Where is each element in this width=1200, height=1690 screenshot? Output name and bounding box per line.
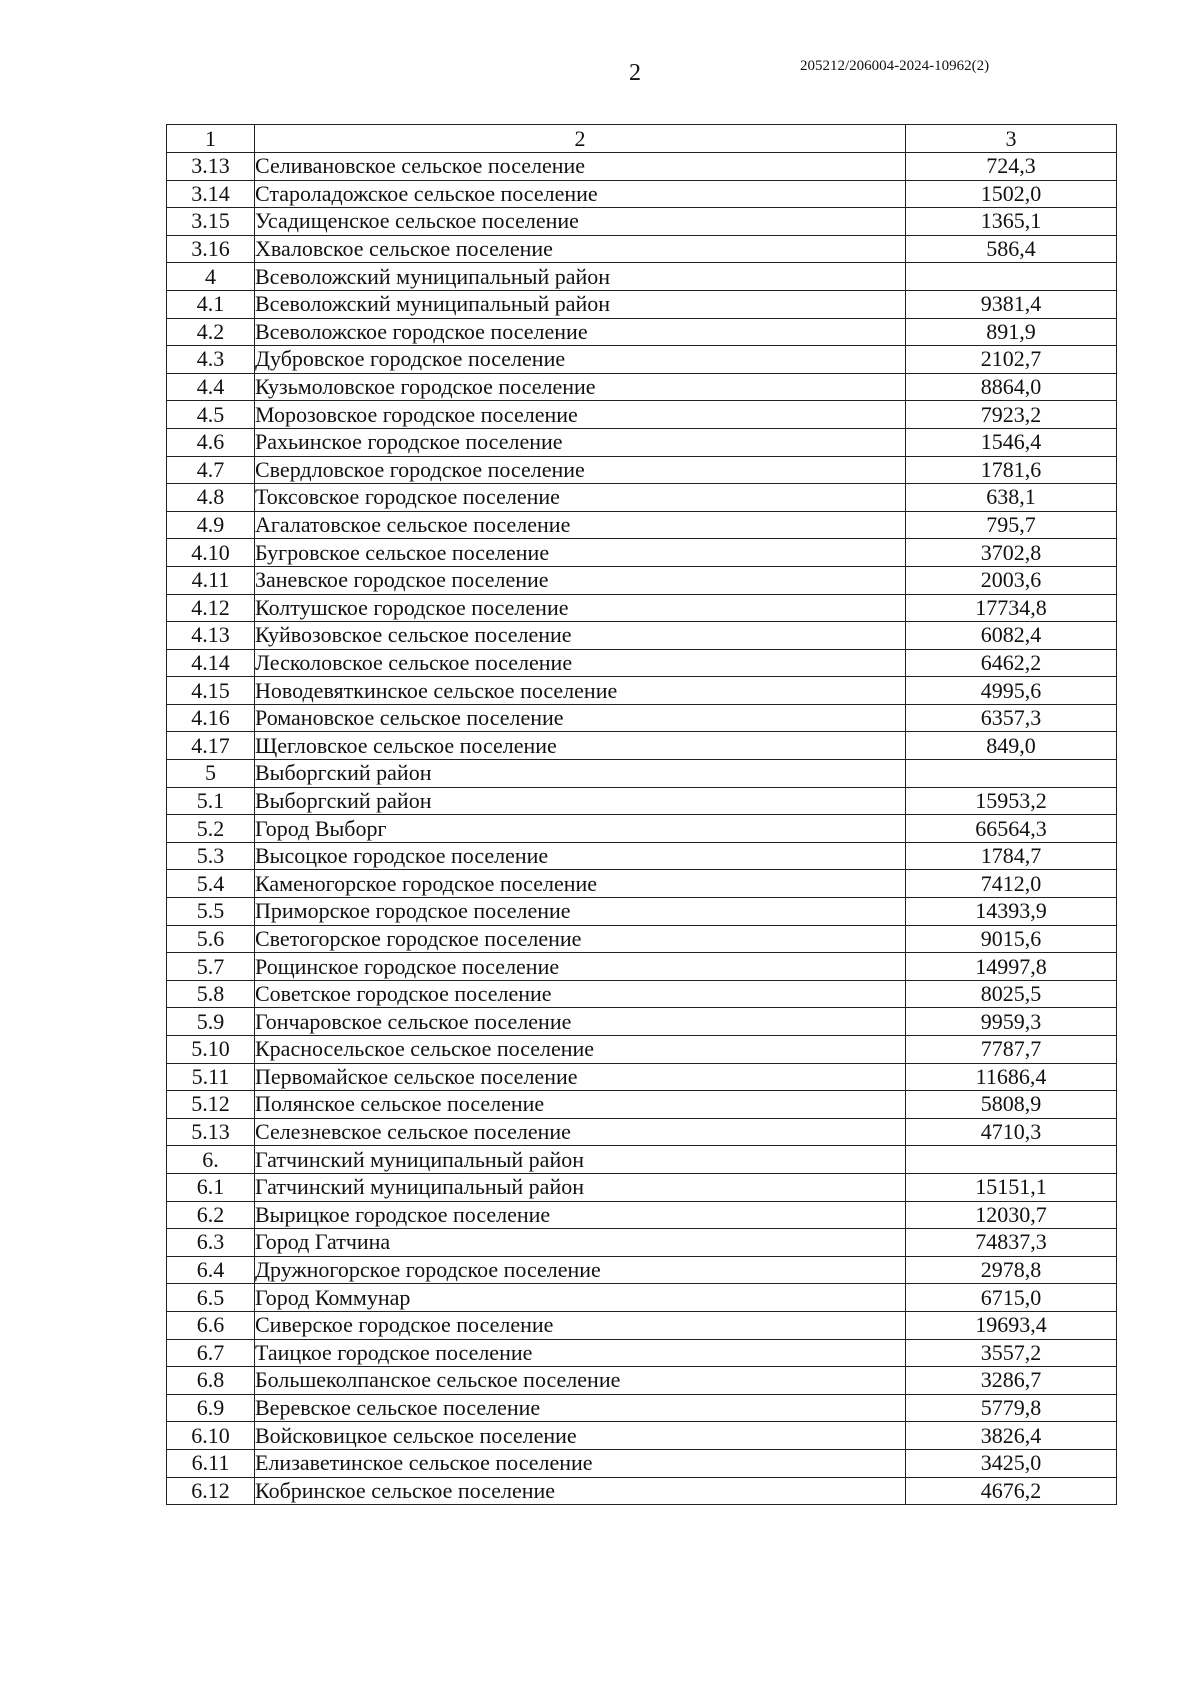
municipality-name-cell: Таицкое городское поселение: [255, 1339, 906, 1367]
value-cell: 17734,8: [906, 594, 1117, 622]
value-cell: 8025,5: [906, 980, 1117, 1008]
row-number-cell: 6.11: [167, 1449, 255, 1477]
table-row: [167, 622, 1117, 650]
value-cell: 4676,2: [906, 1477, 1117, 1505]
municipality-name-cell: Романовское сельское поселение: [255, 704, 906, 732]
value-cell: 724,3: [906, 153, 1117, 181]
table-row: [167, 1201, 1117, 1229]
value-cell: 1781,6: [906, 456, 1117, 484]
row-number-cell: 6.9: [167, 1394, 255, 1422]
row-number-cell: 5.9: [167, 1008, 255, 1036]
municipality-name-cell: Войсковицкое сельское поселение: [255, 1422, 906, 1450]
table-row: [167, 842, 1117, 870]
row-number-cell: 6.10: [167, 1422, 255, 1450]
value-cell: 8864,0: [906, 373, 1117, 401]
municipality-name-cell: Морозовское городское поселение: [255, 401, 906, 429]
value-cell: 586,4: [906, 235, 1117, 263]
municipality-name-cell: Полянское сельское поселение: [255, 1091, 906, 1119]
value-cell: 3286,7: [906, 1367, 1117, 1395]
row-number-cell: 5.12: [167, 1091, 255, 1119]
page-number: 2: [629, 60, 641, 86]
value-cell: 5808,9: [906, 1091, 1117, 1119]
value-cell: 6462,2: [906, 649, 1117, 677]
row-number-cell: 6.: [167, 1146, 255, 1174]
row-number-cell: 4.13: [167, 622, 255, 650]
municipality-name-cell: Дубровское городское поселение: [255, 346, 906, 374]
row-number-cell: 5.6: [167, 925, 255, 953]
column-header-3: 3: [906, 125, 1117, 153]
value-cell: 1546,4: [906, 428, 1117, 456]
row-number-cell: 5.5: [167, 898, 255, 926]
table-row: [167, 428, 1117, 456]
municipality-name-cell: Сиверское городское поселение: [255, 1311, 906, 1339]
value-cell: 19693,4: [906, 1311, 1117, 1339]
row-number-cell: 4.8: [167, 484, 255, 512]
value-cell: 3557,2: [906, 1339, 1117, 1367]
row-number-cell: 6.3: [167, 1229, 255, 1257]
table-row: [167, 815, 1117, 843]
allocation-table: [166, 124, 1117, 1505]
table-row: [167, 346, 1117, 374]
municipality-name-cell: Куйвозовское сельское поселение: [255, 622, 906, 650]
table-row: [167, 649, 1117, 677]
row-number-cell: 4.16: [167, 704, 255, 732]
municipality-name-cell: Хваловское сельское поселение: [255, 235, 906, 263]
municipality-name-cell: Первомайское сельское поселение: [255, 1063, 906, 1091]
row-number-cell: 3.14: [167, 180, 255, 208]
table-row: [167, 677, 1117, 705]
row-number-cell: 4.1: [167, 290, 255, 318]
municipality-name-cell: Город Выборг: [255, 815, 906, 843]
municipality-name-cell: Селезневское сельское поселение: [255, 1118, 906, 1146]
municipality-name-cell: Всеволожский муниципальный район: [255, 263, 906, 291]
municipality-name-cell: Гатчинский муниципальный район: [255, 1146, 906, 1174]
municipality-name-cell: Светогорское городское поселение: [255, 925, 906, 953]
municipality-name-cell: Агалатовское сельское поселение: [255, 511, 906, 539]
column-header-2: 2: [255, 125, 906, 153]
value-cell: 4710,3: [906, 1118, 1117, 1146]
table-row: [167, 180, 1117, 208]
table-row: [167, 511, 1117, 539]
table-row: [167, 787, 1117, 815]
row-number-cell: 4.7: [167, 456, 255, 484]
table-row: [167, 1091, 1117, 1119]
municipality-name-cell: Староладожское сельское поселение: [255, 180, 906, 208]
row-number-cell: 5: [167, 760, 255, 788]
value-cell: 15953,2: [906, 787, 1117, 815]
row-number-cell: 4.2: [167, 318, 255, 346]
municipality-name-cell: Гатчинский муниципальный район: [255, 1173, 906, 1201]
value-cell: 9381,4: [906, 290, 1117, 318]
row-number-cell: 3.15: [167, 208, 255, 236]
table-row: [167, 1229, 1117, 1257]
table-row: [167, 1394, 1117, 1422]
municipality-name-cell: Всеволожский муниципальный район: [255, 290, 906, 318]
municipality-name-cell: Веревское сельское поселение: [255, 1394, 906, 1422]
municipality-name-cell: Дружногорское городское поселение: [255, 1256, 906, 1284]
row-number-cell: 4.12: [167, 594, 255, 622]
value-cell: 7787,7: [906, 1036, 1117, 1064]
table-row: [167, 704, 1117, 732]
value-cell: 14997,8: [906, 953, 1117, 981]
value-cell: 638,1: [906, 484, 1117, 512]
municipality-name-cell: Гончаровское сельское поселение: [255, 1008, 906, 1036]
row-number-cell: 4.15: [167, 677, 255, 705]
table-row: [167, 484, 1117, 512]
table-row: [167, 1311, 1117, 1339]
table-row: [167, 1256, 1117, 1284]
row-number-cell: 6.6: [167, 1311, 255, 1339]
table-row: [167, 263, 1117, 291]
table-row: [167, 594, 1117, 622]
table-row: [167, 1118, 1117, 1146]
row-number-cell: 6.7: [167, 1339, 255, 1367]
municipality-name-cell: Рахьинское городское поселение: [255, 428, 906, 456]
value-cell: 66564,3: [906, 815, 1117, 843]
value-cell: 6082,4: [906, 622, 1117, 650]
municipality-name-cell: Красносельское сельское поселение: [255, 1036, 906, 1064]
municipality-name-cell: Каменогорское городское поселение: [255, 870, 906, 898]
municipality-name-cell: Город Коммунар: [255, 1284, 906, 1312]
row-number-cell: 6.8: [167, 1367, 255, 1395]
value-cell: 5779,8: [906, 1394, 1117, 1422]
table-header-row: [167, 125, 1117, 153]
row-number-cell: 6.12: [167, 1477, 255, 1505]
table-row: [167, 1449, 1117, 1477]
table-row: [167, 290, 1117, 318]
value-cell: 7412,0: [906, 870, 1117, 898]
row-number-cell: 4.9: [167, 511, 255, 539]
value-cell: 2978,8: [906, 1256, 1117, 1284]
row-number-cell: 5.8: [167, 980, 255, 1008]
table-row: [167, 373, 1117, 401]
value-cell: 3702,8: [906, 539, 1117, 567]
row-number-cell: 3.13: [167, 153, 255, 181]
municipality-name-cell: Селивановское сельское поселение: [255, 153, 906, 181]
municipality-name-cell: Усадищенское сельское поселение: [255, 208, 906, 236]
municipality-name-cell: Большеколпанское сельское поселение: [255, 1367, 906, 1395]
row-number-cell: 5.10: [167, 1036, 255, 1064]
municipality-name-cell: Новодевяткинское сельское поселение: [255, 677, 906, 705]
row-number-cell: 4.6: [167, 428, 255, 456]
municipality-name-cell: Советское городское поселение: [255, 980, 906, 1008]
row-number-cell: 5.11: [167, 1063, 255, 1091]
value-cell: 795,7: [906, 511, 1117, 539]
row-number-cell: 6.5: [167, 1284, 255, 1312]
table-row: [167, 953, 1117, 981]
table-row: [167, 1339, 1117, 1367]
municipality-name-cell: Щегловское сельское поселение: [255, 732, 906, 760]
municipality-name-cell: Елизаветинское сельское поселение: [255, 1449, 906, 1477]
table-row: [167, 1173, 1117, 1201]
municipality-name-cell: Приморское городское поселение: [255, 898, 906, 926]
value-cell: 891,9: [906, 318, 1117, 346]
row-number-cell: 6.2: [167, 1201, 255, 1229]
row-number-cell: 4.3: [167, 346, 255, 374]
municipality-name-cell: Токсовское городское поселение: [255, 484, 906, 512]
table-row: [167, 539, 1117, 567]
row-number-cell: 6.4: [167, 1256, 255, 1284]
value-cell: 15151,1: [906, 1173, 1117, 1201]
value-cell: 9959,3: [906, 1008, 1117, 1036]
municipality-name-cell: Высоцкое городское поселение: [255, 842, 906, 870]
table-row: [167, 401, 1117, 429]
municipality-name-cell: Вырицкое городское поселение: [255, 1201, 906, 1229]
table-row: [167, 1367, 1117, 1395]
value-cell: [906, 1146, 1117, 1174]
document-number: 205212/206004-2024-10962(2): [800, 58, 990, 74]
value-cell: 2102,7: [906, 346, 1117, 374]
table-row: [167, 1477, 1117, 1505]
row-number-cell: 5.13: [167, 1118, 255, 1146]
row-number-cell: 5.3: [167, 842, 255, 870]
table-row: [167, 925, 1117, 953]
value-cell: 6715,0: [906, 1284, 1117, 1312]
municipality-name-cell: Выборгский район: [255, 760, 906, 788]
row-number-cell: 4.5: [167, 401, 255, 429]
row-number-cell: 4.17: [167, 732, 255, 760]
table-row: [167, 1284, 1117, 1312]
value-cell: 12030,7: [906, 1201, 1117, 1229]
value-cell: 1502,0: [906, 180, 1117, 208]
table-row: [167, 456, 1117, 484]
table-row: [167, 318, 1117, 346]
table-row: [167, 870, 1117, 898]
row-number-cell: 5.7: [167, 953, 255, 981]
table-row: [167, 760, 1117, 788]
value-cell: 2003,6: [906, 566, 1117, 594]
row-number-cell: 5.2: [167, 815, 255, 843]
table-row: [167, 1063, 1117, 1091]
municipality-name-cell: Рощинское городское поселение: [255, 953, 906, 981]
value-cell: 14393,9: [906, 898, 1117, 926]
table-row: [167, 898, 1117, 926]
value-cell: 6357,3: [906, 704, 1117, 732]
row-number-cell: 4.14: [167, 649, 255, 677]
municipality-name-cell: Заневское городское поселение: [255, 566, 906, 594]
row-number-cell: 4.10: [167, 539, 255, 567]
municipality-name-cell: Лесколовское сельское поселение: [255, 649, 906, 677]
row-number-cell: 4.4: [167, 373, 255, 401]
table-row: [167, 153, 1117, 181]
row-number-cell: 5.1: [167, 787, 255, 815]
table-row: [167, 1036, 1117, 1064]
table-row: [167, 1146, 1117, 1174]
row-number-cell: 5.4: [167, 870, 255, 898]
row-number-cell: 3.16: [167, 235, 255, 263]
table-row: [167, 732, 1117, 760]
table-row: [167, 1008, 1117, 1036]
municipality-name-cell: Бугровское сельское поселение: [255, 539, 906, 567]
value-cell: 7923,2: [906, 401, 1117, 429]
municipality-name-cell: Свердловское городское поселение: [255, 456, 906, 484]
municipality-name-cell: Колтушское городское поселение: [255, 594, 906, 622]
value-cell: [906, 760, 1117, 788]
municipality-name-cell: Всеволожское городское поселение: [255, 318, 906, 346]
municipality-name-cell: Кузьмоловское городское поселение: [255, 373, 906, 401]
table-row: [167, 235, 1117, 263]
value-cell: 1784,7: [906, 842, 1117, 870]
value-cell: 11686,4: [906, 1063, 1117, 1091]
municipality-name-cell: Город Гатчина: [255, 1229, 906, 1257]
value-cell: [906, 263, 1117, 291]
column-header-1: 1: [167, 125, 255, 153]
table-row: [167, 1422, 1117, 1450]
row-number-cell: 4.11: [167, 566, 255, 594]
value-cell: 9015,6: [906, 925, 1117, 953]
value-cell: 4995,6: [906, 677, 1117, 705]
row-number-cell: 6.1: [167, 1173, 255, 1201]
value-cell: 3425,0: [906, 1449, 1117, 1477]
table-row: [167, 208, 1117, 236]
value-cell: 849,0: [906, 732, 1117, 760]
row-number-cell: 4: [167, 263, 255, 291]
value-cell: 74837,3: [906, 1229, 1117, 1257]
municipality-name-cell: Кобринское сельское поселение: [255, 1477, 906, 1505]
value-cell: 3826,4: [906, 1422, 1117, 1450]
municipality-name-cell: Выборгский район: [255, 787, 906, 815]
value-cell: 1365,1: [906, 208, 1117, 236]
table-row: [167, 566, 1117, 594]
table-row: [167, 980, 1117, 1008]
